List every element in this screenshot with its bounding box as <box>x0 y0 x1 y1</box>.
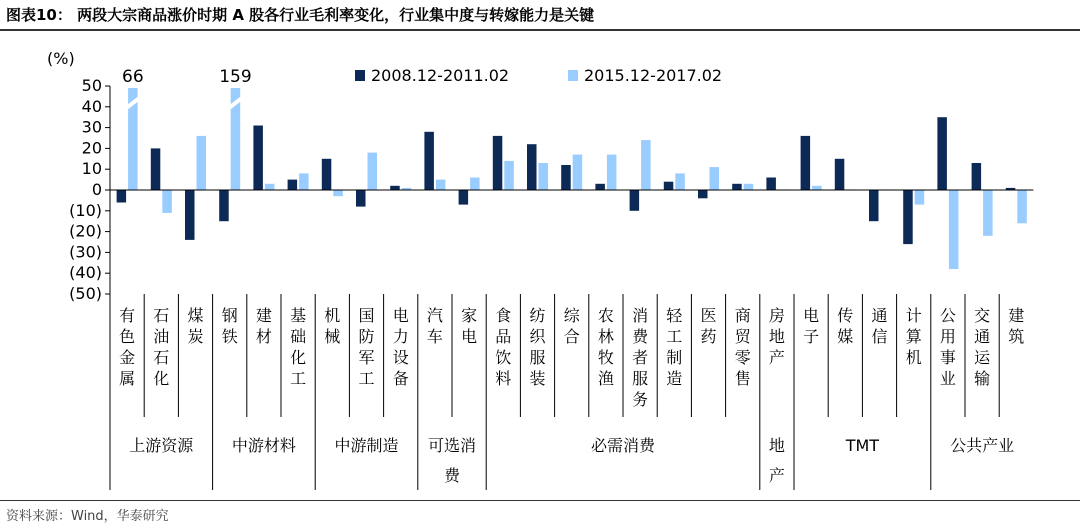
category-label: 综合 <box>563 306 580 346</box>
category-label: 汽车 <box>426 306 443 346</box>
y-tick-label: 30 <box>81 117 102 137</box>
y-tick-label: (50) <box>69 284 102 303</box>
legend-label: 2015.12-2017.02 <box>584 66 723 85</box>
legend-swatch <box>355 70 365 81</box>
category-label: 通信 <box>871 306 888 346</box>
bar-series1 <box>903 190 913 244</box>
bar-series2 <box>812 186 822 190</box>
source-note: 资料来源：Wind，华泰研究 <box>6 509 169 524</box>
category-label: 医药 <box>700 306 717 346</box>
bar-series1 <box>937 117 947 190</box>
clipped-value-label: 159 <box>219 67 252 87</box>
group-label: 公共产业 <box>950 436 1015 455</box>
y-tick-label: 50 <box>81 76 102 95</box>
bar-series2 <box>983 190 993 236</box>
bar-series2 <box>710 167 720 190</box>
group-label: 可选消费 <box>427 436 477 485</box>
bar-series2 <box>915 190 925 205</box>
group-label: 中游材料 <box>231 436 296 455</box>
y-tick-label: (10) <box>69 200 102 220</box>
bar-series1 <box>561 165 571 190</box>
bar-series1 <box>390 186 400 190</box>
bar-series1 <box>253 126 263 191</box>
bar-series2 <box>368 153 378 190</box>
category-label: 房地产 <box>768 306 785 367</box>
y-tick-label: (40) <box>69 263 102 283</box>
y-tick-label: 10 <box>81 159 102 179</box>
group-label: 上游资源 <box>129 436 194 455</box>
bar-series1 <box>459 190 469 205</box>
category-label: 建材 <box>255 306 272 346</box>
category-label: 轻工制造 <box>666 306 683 388</box>
category-label: 有色金属 <box>119 306 136 388</box>
bar-series1 <box>185 190 195 240</box>
bar-series1 <box>322 159 332 190</box>
clipped-value-label: 66 <box>122 67 144 87</box>
bar-series1 <box>117 190 127 203</box>
bar-series1 <box>219 190 229 221</box>
group-label: 中游制造 <box>334 436 399 455</box>
category-label: 商贸零售 <box>734 306 751 388</box>
category-label: 家电 <box>461 306 478 346</box>
category-label: 农林牧渔 <box>597 306 614 388</box>
legend-label: 2008.12-2011.02 <box>371 66 510 85</box>
bar-series1 <box>972 163 982 190</box>
bar-series2 <box>641 140 651 190</box>
category-label: 计算机 <box>905 306 922 367</box>
bar-series1 <box>664 182 674 190</box>
legend-swatch <box>568 70 578 81</box>
y-unit-label: (%) <box>47 49 75 68</box>
category-label: 消费者服务 <box>632 306 649 409</box>
group-label: 地产 <box>768 436 785 485</box>
y-tick-label: (30) <box>69 242 102 262</box>
bar-series1 <box>698 190 708 198</box>
category-label: 国防军工 <box>358 306 375 388</box>
bar-series1 <box>288 180 298 190</box>
bar-series1 <box>527 144 537 190</box>
bar-series2 <box>265 184 275 190</box>
bar-series1 <box>732 184 742 190</box>
bar-series2 <box>573 155 583 190</box>
bar-series2 <box>949 190 959 269</box>
category-label: 机械 <box>324 306 341 346</box>
bar-series1 <box>424 132 434 190</box>
bar-series2 <box>470 178 480 191</box>
category-label: 纺织服装 <box>529 306 546 388</box>
footer-divider <box>0 500 1080 501</box>
bar-series2 <box>436 180 446 190</box>
category-label: 电力设备 <box>392 306 409 388</box>
group-label: TMT <box>845 436 880 455</box>
bar-series1 <box>766 178 776 191</box>
category-label: 传媒 <box>837 306 854 346</box>
y-tick-label: 20 <box>81 138 102 158</box>
category-label: 煤炭 <box>187 306 204 346</box>
bar-series1 <box>151 148 161 190</box>
bar-series1 <box>493 136 503 190</box>
bar-series2 <box>197 136 207 190</box>
category-label: 电子 <box>803 306 820 346</box>
category-label: 基础化工 <box>290 306 307 388</box>
y-tick-label: (20) <box>69 221 102 241</box>
bar-series1 <box>801 136 811 190</box>
bar-series1 <box>356 190 366 207</box>
bar-series1 <box>869 190 879 221</box>
bar-series1 <box>835 159 845 190</box>
category-label: 建筑 <box>1008 306 1025 346</box>
bar-series2 <box>675 173 685 190</box>
category-label: 食品饮料 <box>495 306 512 388</box>
bar-series2 <box>162 190 172 213</box>
category-label: 交通运输 <box>974 306 991 388</box>
bar-series2 <box>333 190 343 196</box>
category-label: 石油石化 <box>153 306 170 388</box>
category-label: 钢铁 <box>221 306 238 346</box>
bar-series2 <box>744 184 754 190</box>
figure-title: 图表10： 两段大宗商品涨价时期 A 股各行业毛利率变化，行业集中度与转嫁能力是关键 <box>6 6 595 24</box>
bar-series2 <box>299 173 309 190</box>
bar-series1 <box>595 184 605 190</box>
category-label: 公用事业 <box>939 306 956 388</box>
bar-series2 <box>539 163 549 190</box>
bar-series2 <box>504 161 514 190</box>
y-tick-label: 0 <box>91 180 102 199</box>
y-tick-label: 40 <box>81 96 102 116</box>
bar-series2 <box>607 155 617 190</box>
group-label: 必需消费 <box>590 436 656 455</box>
bar-series1 <box>630 190 640 211</box>
bar-series2 <box>1017 190 1027 223</box>
